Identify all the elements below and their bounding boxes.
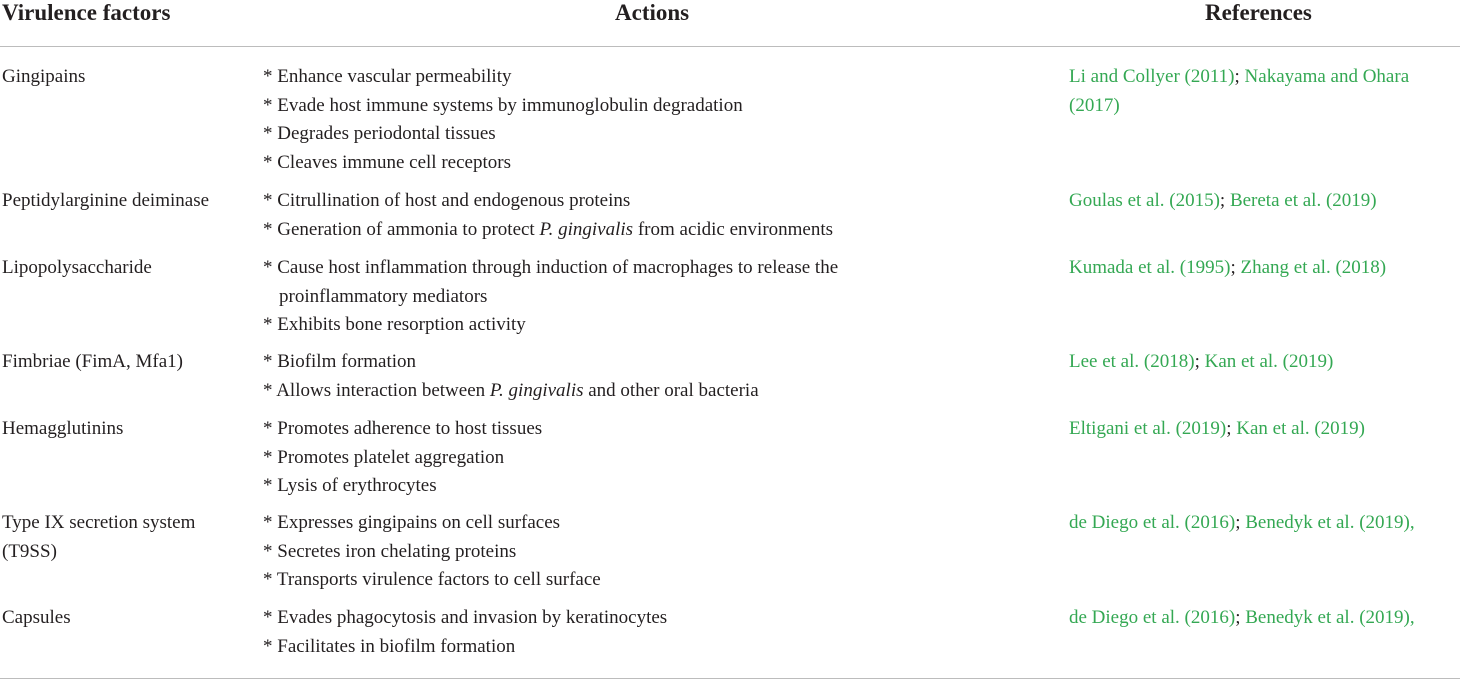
action-item: * Allows interaction between P. gingivalis and other oral bacteria (263, 377, 1043, 406)
table-row (0, 348, 1460, 408)
table-row (0, 187, 1460, 247)
action-item: * Lysis of erythrocytes (263, 472, 1043, 501)
table-bottom-rule (0, 678, 1460, 679)
action-item: * Transports virulence factors to cell surface (263, 566, 1043, 595)
reference-link[interactable]: Benedyk et al. (2019), (1245, 607, 1415, 628)
action-item: * Enhance vascular permeability (263, 63, 1043, 92)
action-item: * Secretes iron chelating proteins (263, 538, 1043, 567)
actions-cell (263, 604, 1043, 661)
actions-cell (263, 63, 1043, 177)
reference-link[interactable]: Goulas et al. (2015) (1069, 190, 1220, 211)
factor-cell: Type IX secretion system (T9SS) (2, 512, 196, 562)
factor-cell: Hemagglutinins (2, 418, 124, 439)
reference-link[interactable]: Kan et al. (2019) (1236, 418, 1365, 439)
references-cell: de Diego et al. (2016); Benedyk et al. (2019), (1069, 607, 1415, 628)
factor-cell: Fimbriae (FimA, Mfa1) (2, 351, 184, 372)
references-cell: Lee et al. (2018); Kan et al. (2019) (1069, 351, 1334, 372)
reference-link[interactable]: Kumada et al. (1995) (1069, 257, 1231, 278)
action-item: * Evade host immune systems by immunoglobulin degradation (263, 92, 1043, 121)
action-item: * Promotes platelet aggregation (263, 444, 1043, 473)
table-row (0, 254, 1460, 344)
reference-link[interactable]: de Diego et al. (2016) (1069, 512, 1236, 533)
action-item: * Promotes adherence to host tissues (263, 415, 1043, 444)
reference-link[interactable]: Kan et al. (2019) (1204, 351, 1334, 372)
actions-cell (263, 509, 1043, 595)
reference-link[interactable]: Zhang et al. (2018) (1240, 257, 1387, 278)
references-cell: Li and Collyer (2011); Nakayama and Ohara (2017) (1069, 66, 1410, 116)
table-row (0, 415, 1460, 505)
action-item: * Citrullination of host and endogenous proteins (263, 187, 1043, 216)
action-item: * Cleaves immune cell receptors (263, 149, 1043, 178)
actions-cell (263, 187, 1043, 244)
action-item: * Expresses gingipains on cell surfaces (263, 509, 1043, 538)
action-item: * Biofilm formation (263, 348, 1043, 377)
actions-cell (263, 254, 933, 340)
table-row (0, 509, 1460, 599)
action-item: * Generation of ammonia to protect P. gingivalis from acidic environments (263, 216, 1043, 245)
factor-cell: Peptidylarginine deiminase (2, 190, 210, 211)
reference-link[interactable]: Lee et al. (2018) (1069, 351, 1195, 372)
action-item: * Cause host inflammation through induction of macrophages to release the proinflammatory mediators (263, 254, 933, 311)
references-cell: de Diego et al. (2016); Benedyk et al. (2019), (1069, 512, 1415, 533)
reference-link[interactable]: de Diego et al. (2016) (1069, 607, 1236, 628)
reference-link[interactable]: Nakayama and Ohara (2017) (1069, 66, 1410, 116)
references-cell: Eltigani et al. (2019); Kan et al. (2019) (1069, 418, 1365, 439)
header-virulence-factors: Virulence factors (2, 0, 171, 25)
header-references: References (1205, 0, 1312, 25)
reference-link[interactable]: Li and Collyer (2011) (1069, 66, 1235, 87)
reference-link[interactable]: Bereta et al. (2019) (1229, 190, 1377, 211)
factor-cell: Gingipains (2, 66, 86, 87)
reference-link[interactable]: Benedyk et al. (2019), (1245, 512, 1415, 533)
reference-link[interactable]: Eltigani et al. (2019) (1069, 418, 1227, 439)
header-actions: Actions (615, 0, 690, 25)
references-cell: Kumada et al. (1995); Zhang et al. (2018) (1069, 257, 1387, 278)
table-row (0, 604, 1460, 664)
table-row (0, 63, 1460, 183)
factor-cell: Lipopolysaccharide (2, 257, 152, 278)
factor-cell: Capsules (2, 607, 71, 628)
actions-cell (263, 415, 1043, 501)
action-item: * Facilitates in biofilm formation (263, 633, 1043, 662)
action-item: * Evades phagocytosis and invasion by keratinocytes (263, 604, 1043, 633)
action-item: * Exhibits bone resorption activity (263, 311, 933, 340)
actions-cell (263, 348, 1043, 405)
references-cell: Goulas et al. (2015); Bereta et al. (2019) (1069, 190, 1377, 211)
action-item: * Degrades periodontal tissues (263, 120, 1043, 149)
table-header (0, 0, 1460, 47)
